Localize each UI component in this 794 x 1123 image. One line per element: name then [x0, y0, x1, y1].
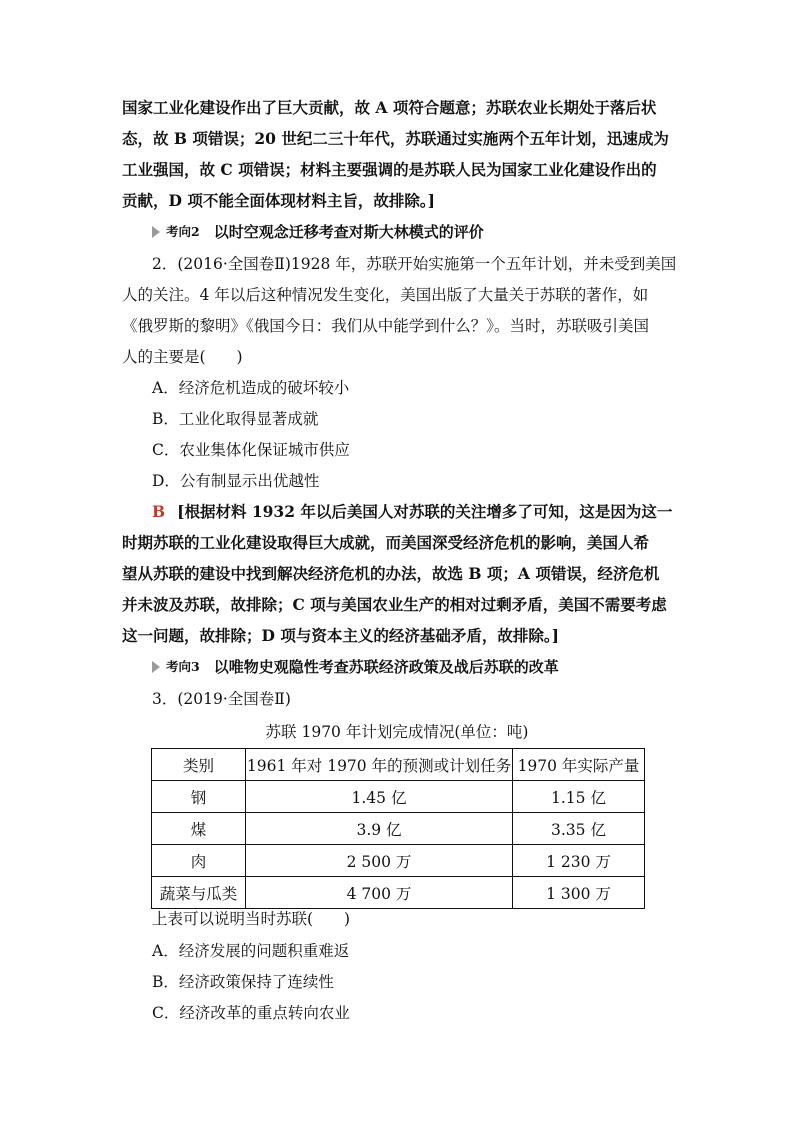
intro-line-4: 贡献，D 项不能全面体现材料主旨，故排除。]	[122, 191, 435, 210]
table-cell: 3.9 亿	[246, 813, 513, 845]
table-header: 类别	[152, 749, 246, 781]
table-row	[152, 813, 645, 845]
q2-explanation-line-4: 并未波及苏联，故排除；C 项与美国农业生产的相对过剩矛盾，美国不需要考虑	[122, 595, 667, 614]
q2-explanation-line-2: 时期苏联的工业化建设取得巨大成就，而美国深受经济危机的影响，美国人希	[122, 533, 650, 552]
q2-stem-line-1: 2．(2016·全国卷Ⅱ)1928 年，苏联开始实施第一个五年计划，并未受到美国	[152, 255, 677, 273]
table-row	[152, 877, 645, 909]
section-2-label: 考向2	[166, 224, 200, 239]
table-cell: 煤	[152, 813, 246, 845]
table-header: 1970 年实际产量	[513, 749, 645, 781]
q2-stem-line-4: 人的主要是( )	[122, 348, 243, 366]
table-cell: 肉	[152, 845, 246, 877]
q2-option-c: C．农业集体化保证城市供应	[152, 441, 350, 459]
q2-stem-line-3: 《俄罗斯的黎明》《俄国今日：我们从中能学到什么？》。当时，苏联吸引美国	[122, 317, 650, 335]
q3-option-c: C．经济改革的重点转向农业	[152, 1004, 350, 1022]
intro-line-1: 国家工业化建设作出了巨大贡献，故 A 项符合题意；苏联农业长期处于落后状	[122, 98, 657, 117]
q2-stem-line-2: 人的关注。4 年以后这种情况发生变化，美国出版了大量关于苏联的著作，如	[122, 286, 649, 304]
table-title: 苏联 1970 年计划完成情况(单位：吨)	[265, 723, 529, 741]
q3-stem: 3．(2019·全国卷Ⅱ)	[152, 690, 291, 708]
section-3-label: 考向3	[166, 659, 200, 674]
q2-explanation-line-1	[152, 502, 672, 522]
table-cell: 2 500 万	[246, 845, 513, 877]
table-header: 1961 年对 1970 年的预测或计划任务	[246, 749, 513, 781]
table-header-row	[152, 749, 645, 781]
table-row	[152, 781, 645, 813]
section-2-title: 以时空观念迁移考查对斯大林模式的评价	[213, 223, 484, 241]
section-3-header	[152, 657, 559, 677]
q2-explanation-line-3: 望从苏联的建设中找到解决经济危机的办法，故选 B 项；A 项错误，经济危机	[122, 564, 660, 583]
table-cell: 3.35 亿	[513, 813, 645, 845]
q2-explanation-line-5: 这一问题，故排除；D 项与资本主义的经济基础矛盾，故排除。]	[122, 626, 559, 645]
table-cell: 4 700 万	[246, 877, 513, 909]
table-cell: 1.45 亿	[246, 781, 513, 813]
q2-option-a: A．经济危机造成的破坏较小	[152, 379, 350, 397]
q3-after-table: 上表可以说明当时苏联( )	[152, 910, 351, 928]
intro-line-3: 工业强国，故 C 项错误；材料主要强调的是苏联人民为国家工业化建设作出的	[122, 160, 657, 179]
table-cell: 1 230 万	[513, 845, 645, 877]
triangle-bullet-icon	[152, 661, 160, 673]
q2-explanation-text-1: [根据材料 1932 年以后美国人对苏联的关注增多了可知，这是因为这一	[177, 502, 673, 521]
table-cell: 蔬菜与瓜类	[152, 877, 246, 909]
table-cell: 1.15 亿	[513, 781, 645, 813]
production-table	[151, 748, 645, 909]
q2-option-b: B．工业化取得显著成就	[152, 410, 319, 428]
q2-option-d: D．公有制显示出优越性	[152, 472, 320, 490]
q3-option-a: A．经济发展的问题积重难返	[152, 942, 350, 960]
table-cell: 钢	[152, 781, 246, 813]
intro-line-2: 态，故 B 项错误；20 世纪二三十年代，苏联通过实施两个五年计划，迅速成为	[122, 129, 669, 148]
q3-option-b: B．经济政策保持了连续性	[152, 973, 334, 991]
table-cell: 1 300 万	[513, 877, 645, 909]
section-2-header	[152, 222, 484, 242]
table-row	[152, 845, 645, 877]
triangle-bullet-icon	[152, 226, 160, 238]
q2-answer: B	[152, 502, 166, 521]
section-3-title: 以唯物史观隐性考查苏联经济政策及战后苏联的改革	[213, 658, 559, 676]
